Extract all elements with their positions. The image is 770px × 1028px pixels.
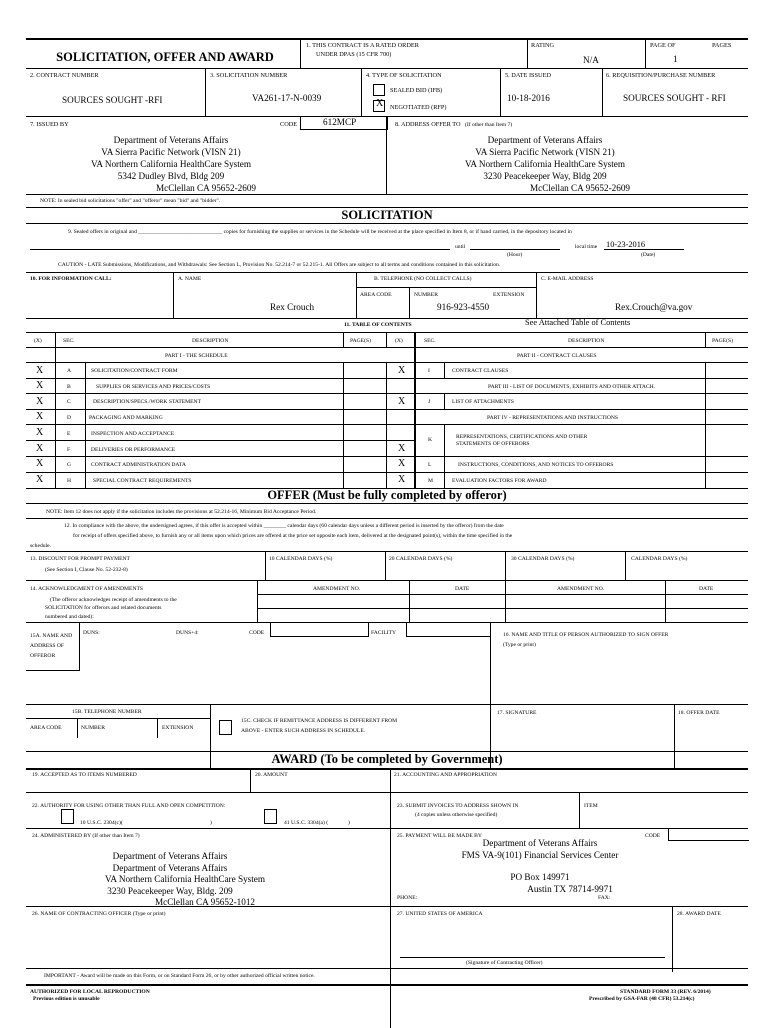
toc-desc: SPECIAL CONTRACT REQUIREMENTS	[93, 478, 192, 484]
important-note: IMPORTANT - Award will be made on this Form, or on Standard Form 26, or by other authorized official written notice.	[44, 973, 315, 979]
extension-label: EXTENSION	[493, 292, 525, 298]
rating-value[interactable]: N/A	[583, 55, 599, 65]
payment-code-field[interactable]	[668, 828, 749, 841]
offer-note: NOTE: Item 12 does not apply if the solicitation includes the provisions at 52.214-16, Minimum Bid Acceptance Period.	[46, 509, 317, 515]
email-value[interactable]: Rex.Crouch@va.gov	[615, 302, 693, 312]
page-of-label: PAGE OF	[650, 42, 676, 49]
discount-label: 13. DISCOUNT FOR PROMPT PAYMENT	[30, 556, 130, 562]
discount-10-days: 10 CALENDAR DAYS (%)	[269, 556, 333, 562]
offeror-telephone-label: 15B. TELEPHONE NUMBER	[72, 709, 142, 715]
solicitation-number-label: 3. SOLICITATION NUMBER	[210, 72, 288, 79]
usc-2304-label: 10 U.S.C. 2304(c)(	[80, 820, 123, 826]
remittance-label-2: ABOVE - ENTER SUCH ADDRESS IN SCHEDULE.	[241, 728, 366, 734]
toc-col-x-left: (X)	[34, 338, 42, 344]
offer-heading: OFFER (Must be fully completed by offeror)	[267, 488, 507, 502]
offeror-code-field[interactable]	[270, 622, 369, 637]
toc-desc: SUPPLIES OR SERVICES AND PRICES/COSTS	[96, 384, 211, 390]
payment-address[interactable]	[430, 838, 650, 895]
offeror-extension-label: EXTENSION	[162, 725, 194, 731]
toc-desc: DELIVERIES OR PERFORMANCE	[91, 447, 176, 453]
toc-desc: PACKAGING AND MARKING	[89, 415, 163, 421]
admin-line-2: Department of Veterans Affairs	[112, 862, 228, 873]
accounting-label: 21. ACCOUNTING AND APPROPRIATION	[394, 772, 497, 778]
toc-mark[interactable]: X	[398, 458, 406, 469]
contract-number-label: 2. CONTRACT NUMBER	[30, 72, 99, 79]
ack-note-2: SOLICITATION for offerors and related documents	[45, 605, 162, 611]
telephone-label: B. TELEPHONE (NO COLLECT CALLS)	[374, 276, 472, 282]
payment-line-2: FMS VA-9(101) Financial Services Center	[461, 849, 619, 860]
toc-col-pages-right: PAGE(S)	[712, 338, 733, 344]
item12-line-2: for receipt of offers specified above, to furnish any or all items upon which prices are offered at the price set opposite each item, delivered at the designated point(s), within the time specified in the	[73, 533, 513, 539]
negotiated-check-mark: X	[376, 98, 384, 109]
toc-mark[interactable]: X	[36, 396, 44, 407]
footer-prescribed-by: Prescribed by GSA-FAR (48 CFR) 53.214(c)	[589, 996, 695, 1002]
admin-line-5: McClellan CA 95652-1012	[154, 897, 256, 907]
issued-by-line-4: 5342 Dudley Blvd, Bldg 209	[117, 171, 225, 181]
sealed-bid-label: SEALED BID (IFB)	[390, 87, 443, 94]
number-label: NUMBER	[414, 292, 438, 298]
area-code-label: AREA CODE	[360, 292, 392, 298]
discount-20-days: 20 CALENDAR DAYS (%)	[389, 556, 453, 562]
payment-code-label: CODE	[645, 833, 661, 839]
toc-sec: L	[428, 462, 432, 468]
discount-note: (See Section I, Clause No. 52-232-8)	[45, 567, 128, 573]
name-address-label-3: OFFEROR	[30, 653, 56, 659]
toc-part-1: PART I - THE SCHEDULE	[165, 353, 228, 359]
rated-order-label: 1. THIS CONTRACT IS A RATED ORDER	[306, 42, 419, 49]
toc-mark[interactable]: X	[36, 474, 44, 485]
caution-text: CAUTION - LATE Submissions, Modifications, and Withdrawals: See Section L, Provision No. 52.214-7 or 52.215-1. All Offers are subject to all terms and conditions contained in this solicitation.	[58, 262, 501, 268]
issued-by-label: 7. ISSUED BY	[30, 121, 69, 128]
toc-desc: REPRESENTATIONS, CERTIFICATIONS AND OTHER	[456, 434, 588, 440]
page-value[interactable]: 1	[673, 54, 678, 64]
usc-2304-checkbox[interactable]	[61, 809, 74, 824]
issued-by-line-2: VA Sierra Pacific Network (VISN 21)	[101, 147, 241, 157]
toc-desc: SOLICITATION/CONTRACT FORM	[91, 368, 178, 374]
remittance-label-1: 15C. CHECK IF REMITTANCE ADDRESS IS DIFFERENT FROM	[241, 718, 398, 724]
accepted-items-label: 19. ACCEPTED AS TO ITEMS NUMBERED	[32, 772, 137, 778]
toc-col-sec-left: SEC.	[63, 338, 75, 344]
facility-field[interactable]	[406, 622, 491, 637]
address-to-line-5: McClellan CA 95652-2609	[529, 183, 631, 193]
local-time-value[interactable]: 10-23-2016	[606, 240, 646, 249]
toc-desc: INSTRUCTIONS, CONDITIONS, AND NOTICES TO OFFERORS	[458, 462, 614, 468]
administered-by-address[interactable]	[60, 851, 310, 909]
rated-order-label-2: UNDER DPAS (15 CFR 700)	[316, 51, 392, 58]
signer-type-print: (Type or print)	[503, 642, 536, 648]
payment-fax-label: FAX:	[598, 895, 611, 901]
amendment-no-label-1: AMENDMENT NO.	[313, 586, 361, 592]
toc-col-sec-right: SEC.	[424, 338, 436, 344]
sealed-bid-note: NOTE: In sealed bid solicitations "offer" and "offeror" mean "bid" and "bidder".	[40, 198, 221, 204]
ack-note-3: numbered and dated):	[45, 614, 94, 620]
offer-date-label: 18. OFFER DATE	[678, 710, 720, 716]
information-name-value[interactable]: Rex Crouch	[270, 302, 315, 312]
date-issued-label: 5. DATE ISSUED	[505, 72, 552, 79]
toc-desc: DESCRIPTION/SPECS./WORK STATEMENT	[93, 399, 202, 405]
facility-label: FACILITY	[371, 630, 397, 636]
issued-by-line-3: VA Northern California HealthCare System	[90, 159, 252, 169]
toc-mark[interactable]: X	[398, 443, 406, 454]
toc-sec: H	[67, 478, 72, 484]
footer-authorized: AUTHORIZED FOR LOCAL REPRODUCTION	[30, 989, 150, 995]
authority-label: 22. AUTHORITY FOR USING OTHER THAN FULL AND OPEN COMPETITION:	[32, 803, 226, 809]
admin-line-1: Department of Veterans Affairs	[112, 851, 228, 861]
toc-col-desc-left: DESCRIPTION	[192, 338, 229, 344]
toc-mark[interactable]: X	[36, 427, 44, 438]
toc-mark[interactable]: X	[398, 396, 406, 407]
toc-col-pages-left: PAGE(S)	[350, 338, 371, 344]
address-to-line-2: VA Sierra Pacific Network (VISN 21)	[475, 147, 615, 157]
contracting-officer-name-label: 26. NAME OF CONTRACTING OFFICER (Type or print)	[32, 911, 166, 917]
address-to-line-3: VA Northern California HealthCare System	[464, 159, 626, 169]
discount-30-days: 30 CALENDAR DAYS (%)	[511, 556, 575, 562]
toc-mark[interactable]: X	[36, 458, 44, 469]
toc-sec: I	[428, 368, 430, 374]
amendment-no-label-2: AMENDMENT NO.	[557, 586, 605, 592]
award-date-label: 28. AWARD DATE	[677, 911, 721, 917]
item12-line-1: 12. In compliance with the above, the undersigned agrees, if this offer is accepted within ________ calendar days (60 calendar days unless a different period is inserted by the offeror) from the date	[64, 523, 504, 529]
form-title: SOLICITATION, OFFER AND AWARD	[56, 50, 274, 64]
toc-col-x-right: (X)	[395, 338, 403, 344]
signer-name-label: 16. NAME AND TITLE OF PERSON AUTHORIZED TO SIGN OFFER	[503, 632, 669, 638]
admin-line-3: VA Northern California HealthCare System	[104, 874, 266, 884]
date-label: (Date)	[641, 252, 656, 258]
requisition-label: 6. REQUISITION/PURCHASE NUMBER	[606, 72, 716, 79]
toc-part-2: PART II - CONTRACT CLAUSES	[517, 353, 597, 359]
email-label: C. E-MAIL ADDRESS	[541, 276, 594, 282]
toc-part-3: PART III - LIST OF DOCUMENTS, EXHIBITS AND OTHER ATTACH.	[488, 384, 656, 390]
address-offer-to-label: 8. ADDRESS OFFER TO	[395, 121, 461, 128]
offeror-code-label: CODE	[249, 630, 265, 636]
payment-line-4: Austin TX 78714-9971	[527, 883, 613, 894]
admin-line-4: 3230 Peacekeeper Way, Bldg. 209	[107, 885, 233, 896]
footer-standard-form: STANDARD FORM 33 (REV. 6/2014)	[620, 989, 711, 995]
address-offer-to-address[interactable]	[405, 134, 685, 194]
information-name-label: A. NAME	[178, 276, 202, 282]
name-address-label-2: ADDRESS OF	[30, 643, 65, 649]
sealed-bid-checkbox[interactable]	[373, 84, 385, 96]
negotiated-label: NEGOTIATED (RFP)	[390, 104, 447, 111]
offeror-area-code-label: AREA CODE	[30, 725, 62, 731]
solicitation-heading: SOLICITATION	[341, 208, 433, 222]
copies-note: (4 copies unless otherwise specified)	[415, 812, 498, 818]
name-address-label-1: 15A. NAME AND	[30, 633, 73, 639]
telephone-value[interactable]: 916-923-4550	[437, 302, 490, 312]
toc-sec: A	[67, 368, 72, 374]
toc-part-4: PART IV - REPRESENTATIONS AND INSTRUCTIONS	[487, 415, 619, 421]
issued-by-address[interactable]	[36, 134, 306, 194]
duns4-label: DUNS+4:	[176, 630, 199, 636]
toc-mark[interactable]: X	[36, 365, 44, 376]
toc-see-attached: See Attached Table of Contents	[525, 318, 631, 327]
toc-heading: 11. TABLE OF CONTENTS	[344, 322, 412, 328]
submit-invoices-label: 23. SUBMIT INVOICES TO ADDRESS SHOWN IN	[397, 803, 519, 809]
remittance-address-checkbox[interactable]	[219, 720, 232, 735]
toc-sec: K	[428, 437, 433, 443]
toc-sec: J	[428, 399, 431, 405]
usc-3304-checkbox[interactable]	[264, 809, 277, 824]
issued-by-code-value[interactable]: 612MCP	[323, 117, 357, 127]
toc-desc: CONTRACT CLAUSES	[452, 368, 509, 374]
toc-mark[interactable]: X	[36, 411, 44, 422]
offeror-number-label: NUMBER	[81, 725, 105, 731]
issued-by-code-label: CODE	[280, 121, 298, 128]
type-of-solicitation-label: 4. TYPE OF SOLICITATION	[366, 72, 442, 79]
amendment-date-label-1: DATE	[455, 586, 470, 592]
duns-label: DUNS:	[83, 630, 100, 636]
toc-sec: M	[428, 478, 433, 484]
toc-desc: CONTRACT ADMINISTRATION DATA	[91, 462, 186, 468]
toc-col-desc-right: DESCRIPTION	[568, 338, 605, 344]
payment-line-1: Department of Veterans Affairs	[482, 838, 598, 848]
acknowledgment-label: 14. ACKNOWLEDGMENT OF AMENDMENTS	[30, 586, 144, 592]
discount-calendar-days: CALENDAR DAYS (%)	[631, 556, 688, 562]
issued-by-line-5: McClellan CA 95652-2609	[155, 183, 257, 193]
toc-desc: INSPECTION AND ACCEPTANCE	[91, 431, 175, 437]
toc-sec: C	[67, 399, 71, 405]
item12-line-3: schedule.	[30, 543, 51, 549]
united-states-label: 27. UNITED STATES OF AMERICA	[397, 911, 483, 917]
contracting-officer-signature-label: (Signature of Contracting Officer)	[466, 960, 543, 966]
toc-desc: EVALUATION FACTORS FOR AWARD	[452, 478, 547, 484]
amount-label: 20. AMOUNT	[255, 772, 288, 778]
solicitation-number-value[interactable]: VA261-17-N-0039	[252, 93, 322, 103]
amendment-date-label-2: DATE	[699, 586, 714, 592]
contract-number-value[interactable]: SOURCES SOUGHT -RFI	[62, 95, 163, 105]
administered-by-label: 24. ADMINISTERED BY (If other than Item 7)	[32, 833, 140, 839]
rating-label: RATING	[531, 42, 555, 49]
until-label: until	[455, 244, 466, 250]
item9-text: 9. Sealed offers in original and ______________________________ copies for furnishing the supplies or services in the Schedule will be received at the place specified in Item 8, or if hand carried, in the depository located in	[68, 229, 572, 235]
toc-desc: LIST OF ATTACHMENTS	[452, 399, 514, 405]
toc-sec: B	[67, 384, 71, 390]
usc-2304-close: )	[210, 820, 212, 826]
toc-sec: F	[67, 447, 71, 453]
toc-mark[interactable]: X	[36, 380, 44, 391]
requisition-value[interactable]: SOURCES SOUGHT - RFI	[623, 93, 726, 103]
ack-note-1: (The offeror acknowledges receipt of amendments to the	[50, 597, 177, 603]
toc-sec: G	[67, 462, 72, 468]
pages-label: PAGES	[712, 42, 732, 49]
award-heading: AWARD (To be completed by Government)	[271, 752, 503, 766]
signature-label: 17. SIGNATURE	[497, 710, 537, 716]
address-to-line-1: Department of Veterans Affairs	[487, 135, 603, 145]
issued-by-line-1: Department of Veterans Affairs	[113, 135, 229, 145]
local-time-label: local time	[575, 244, 598, 250]
invoice-item-label: ITEM	[584, 803, 598, 809]
address-to-line-4: 3230 Peacekeeper Way, Bldg 209	[483, 171, 607, 181]
toc-mark[interactable]: X	[398, 474, 406, 485]
payment-label: 25. PAYMENT WILL BE MADE BY	[397, 833, 482, 839]
toc-sec: D	[67, 415, 72, 421]
footer-previous-edition: Previous edition is unusable	[33, 996, 100, 1002]
payment-line-3: PO Box 149971	[510, 872, 570, 882]
usc-3304-close: )	[348, 820, 350, 826]
toc-sec: E	[67, 431, 71, 437]
information-call-label: 10. FOR INFORMATION CALL:	[30, 276, 112, 282]
payment-phone-label: PHONE:	[397, 895, 418, 901]
toc-mark[interactable]: X	[398, 365, 406, 376]
hour-label: (Hour)	[507, 252, 523, 258]
usc-3304-label: 41 U.S.C. 3304(a) (	[284, 820, 329, 826]
toc-mark[interactable]: X	[36, 443, 44, 454]
toc-desc-2: STATEMENTS OF OFFERORS	[456, 441, 530, 447]
address-offer-to-note: (If other than Item 7)	[465, 122, 513, 128]
date-issued-value[interactable]: 10-18-2016	[507, 93, 550, 103]
